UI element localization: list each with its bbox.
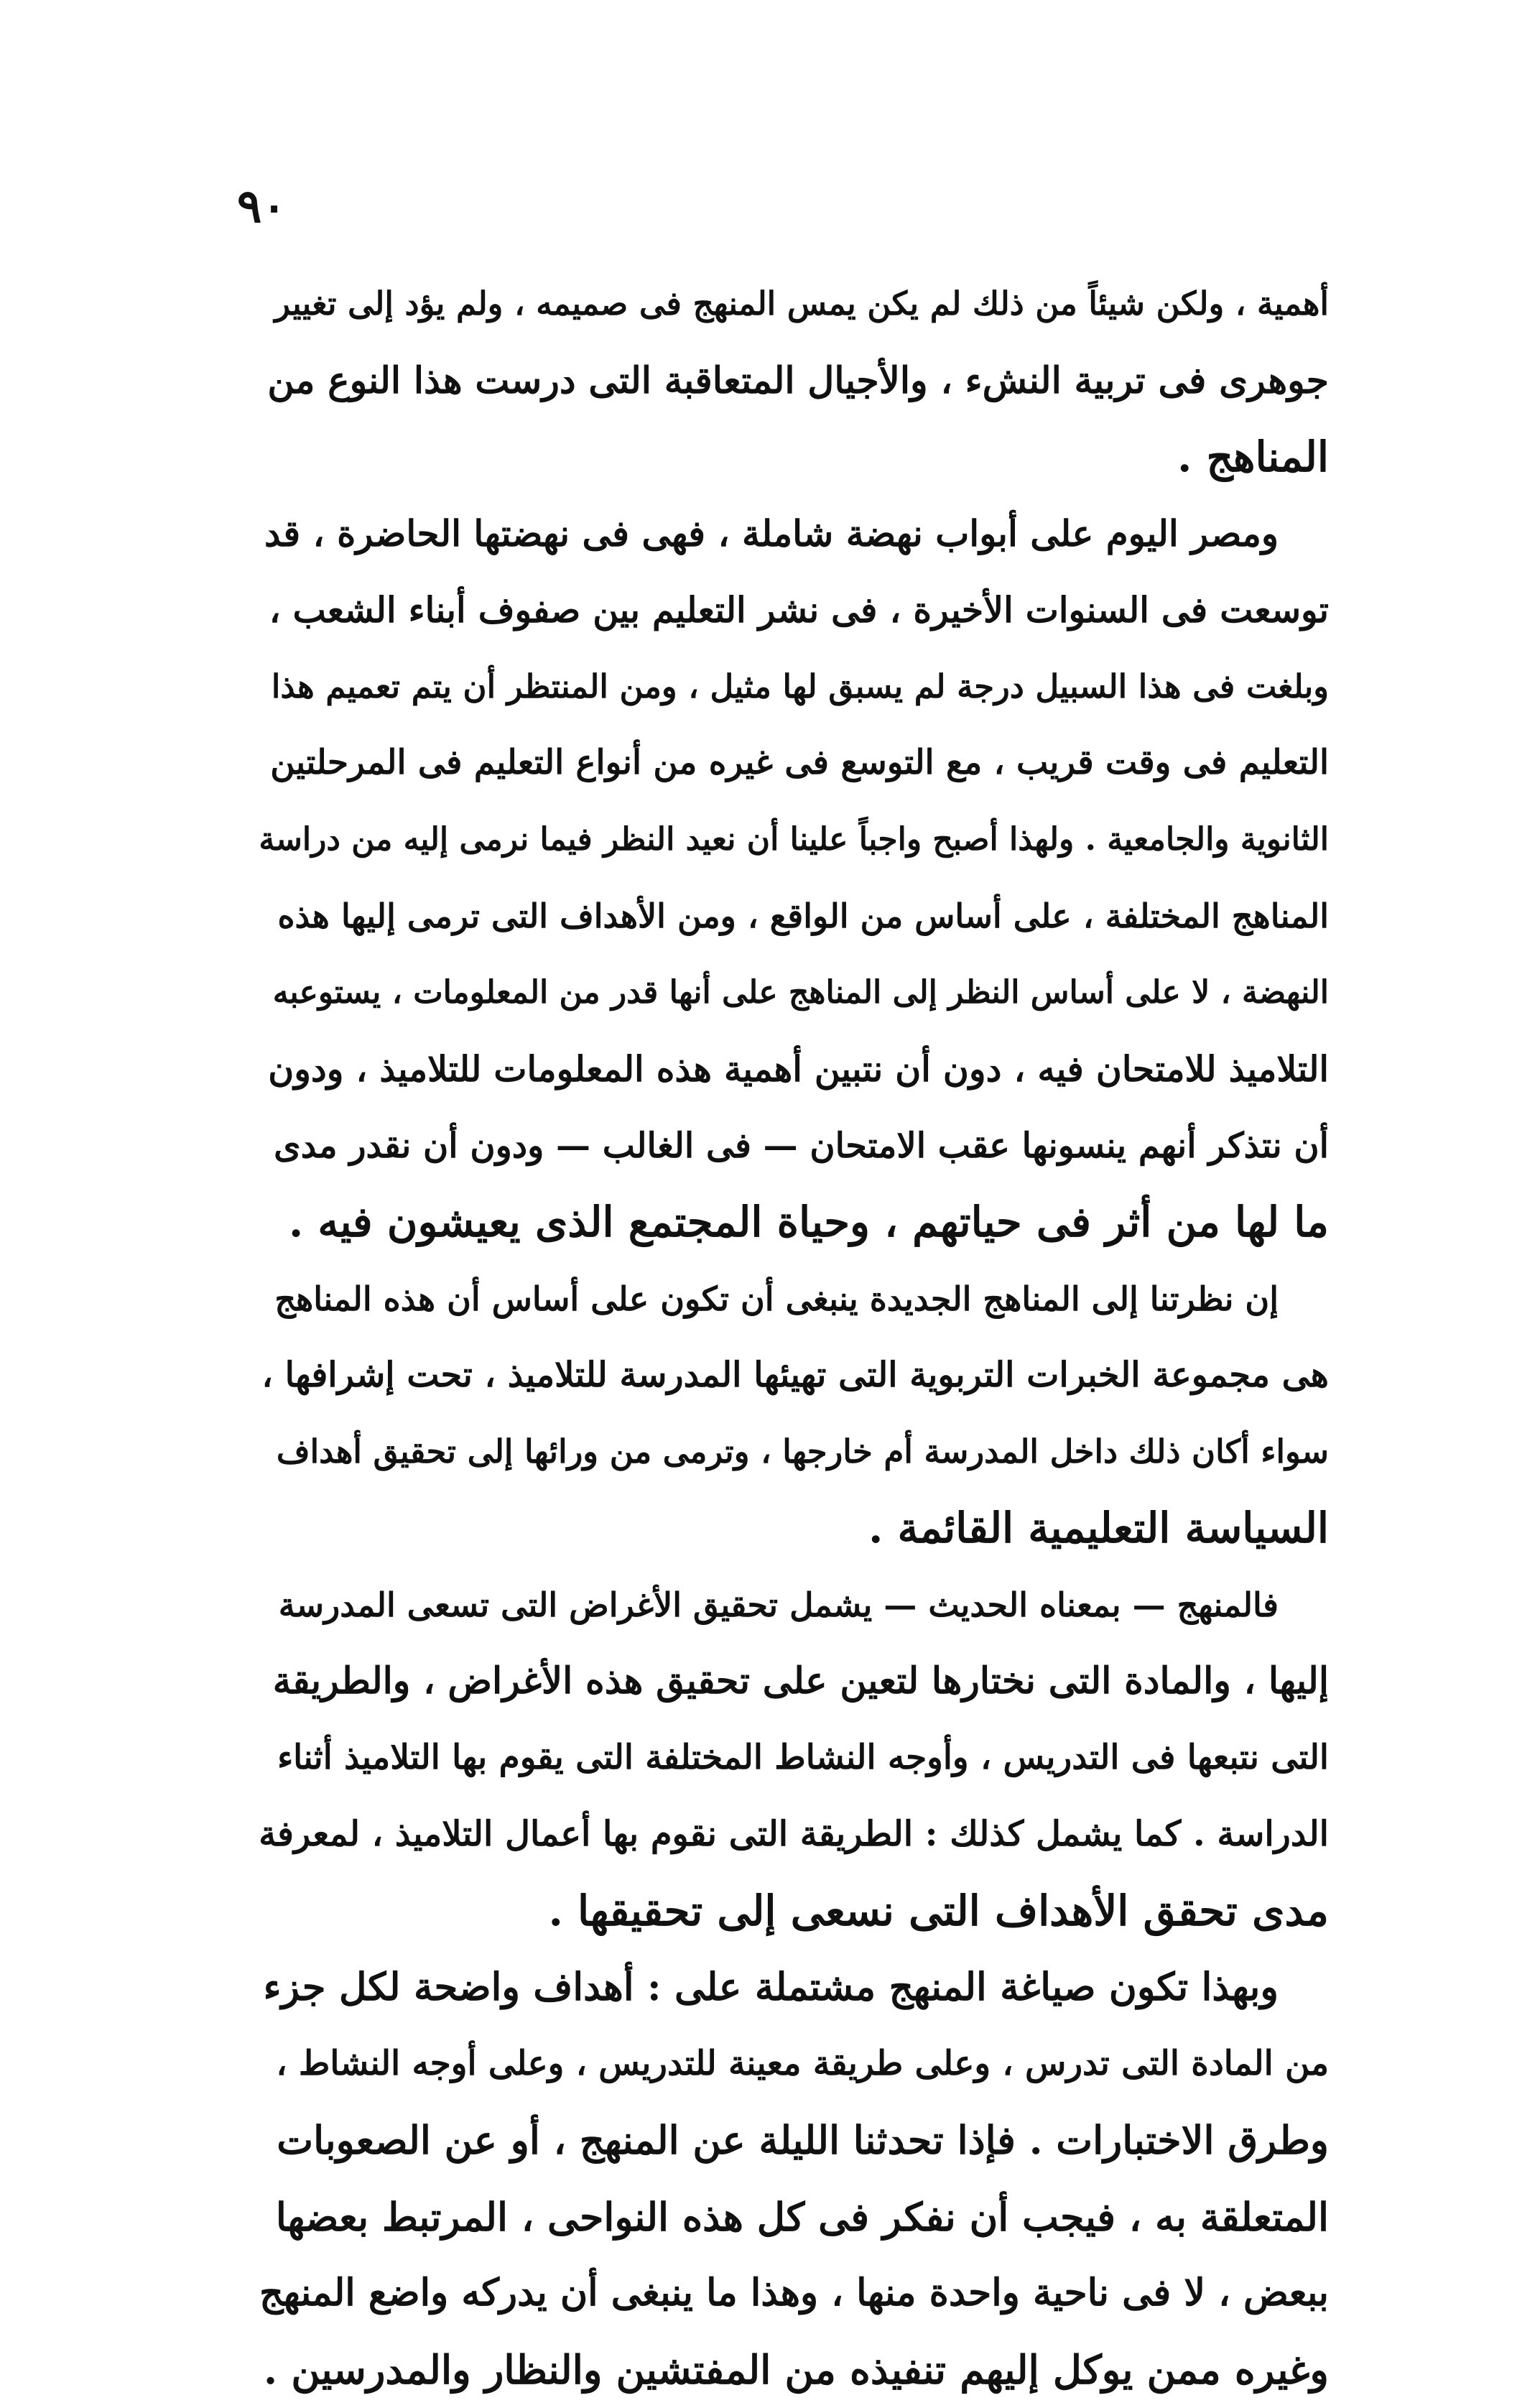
text-line: هى مجموعة الخبرات التربوية التى تهيئها المدرسة للتلاميذ ، تحت إشرافها ، (259, 1337, 1329, 1414)
text-line: سواء أكان ذلك داخل المدرسة أم خارجها ، وترمى من ورائها إلى تحقيق أهداف (259, 1414, 1329, 1491)
text-line: الثانوية والجامعية . ولهذا أصبح واجباً علينا أن نعيد النظر فيما نرمى إليه من دراسة (259, 802, 1329, 879)
text-line: الدراسة . كما يشمل كذلك : الطريقة التى نقوم بها أعمال التلاميذ ، لمعرفة (259, 1796, 1329, 1873)
text-line: توسعت فى السنوات الأخيرة ، فى نشر التعليم بين صفوف أبناء الشعب ، (259, 572, 1329, 649)
text-line: وطرق الاختبارات . فإذا تحدثنا الليلة عن المنهج ، أو عن الصعوبات (259, 2102, 1329, 2179)
text-line: أهمية ، ولكن شيئاً من ذلك لم يكن يمس المنهج فى صميمه ، ولم يؤد إلى تغيير (259, 266, 1329, 343)
text-line: النهضة ، لا على أساس النظر إلى المناهج على أنها قدر من المعلومات ، يستوعبه (259, 955, 1329, 1032)
text-line: المتعلقة به ، فيجب أن نفكر فى كل هذه النواحى ، المرتبط بعضها (259, 2179, 1329, 2256)
text-line: مدى تحقق الأهداف التى نسعى إلى تحقيقها . (259, 1873, 1329, 1950)
text-line: وبلغت فى هذا السبيل درجة لم يسبق لها مثيل ، ومن المنتظر أن يتم تعميم هذا (259, 649, 1329, 726)
text-line: وبهذا تكون صياغة المنهج مشتملة على : أهداف واضحة لكل جزء (259, 1949, 1329, 2026)
text-line: أن نتذكر أنهم ينسونها عقب الامتحان — فى الغالب — ودون أن نقدر مدى (259, 1108, 1329, 1185)
text-line: من المادة التى تدرس ، وعلى طريقة معينة للتدريس ، وعلى أوجه النشاط ، (259, 2026, 1329, 2103)
text-line: التعليم فى وقت قريب ، مع التوسع فى غيره من أنواع التعليم فى المرحلتين (259, 725, 1329, 802)
text-line: إليها ، والمادة التى نختارها لتعين على تحقيق هذه الأغراض ، والطريقة (259, 1643, 1329, 1720)
text-line: وغيره ممن يوكل إليهم تنفيذه من المفتشين والنظار والمدرسين . (259, 2332, 1329, 2408)
text-line: السياسة التعليمية القائمة . (259, 1490, 1329, 1567)
text-line: المناهج المختلفة ، على أساس من الواقع ، ومن الأهداف التى ترمى إليها هذه (259, 878, 1329, 955)
text-line: جوهرى فى تربية النشء ، والأجيال المتعاقبة التى درست هذا النوع من (259, 343, 1329, 420)
text-line: التى نتبعها فى التدريس ، وأوجه النشاط المختلفة التى يقوم بها التلاميذ أثناء (259, 1720, 1329, 1797)
text-line: ما لها من أثر فى حياتهم ، وحياة المجتمع الذى يعيشون فيه . (259, 1184, 1329, 1261)
text-line: ببعض ، لا فى ناحية واحدة منها ، وهذا ما ينبغى أن يدركه واضع المنهج (259, 2255, 1329, 2332)
body-text (259, 266, 1329, 2408)
page-number: ٩٠ (237, 180, 287, 233)
text-line: ومصر اليوم على أبواب نهضة شاملة ، فهى فى نهضتها الحاضرة ، قد (259, 496, 1329, 573)
text-line: المناهج . (259, 419, 1329, 496)
text-line: إن نظرتنا إلى المناهج الجديدة ينبغى أن تكون على أساس أن هذه المناهج (259, 1261, 1329, 1338)
text-line: التلاميذ للامتحان فيه ، دون أن نتبين أهمية هذه المعلومات للتلاميذ ، ودون (259, 1031, 1329, 1108)
text-line: فالمنهج — بمعناه الحديث — يشمل تحقيق الأغراض التى تسعى المدرسة (259, 1567, 1329, 1644)
